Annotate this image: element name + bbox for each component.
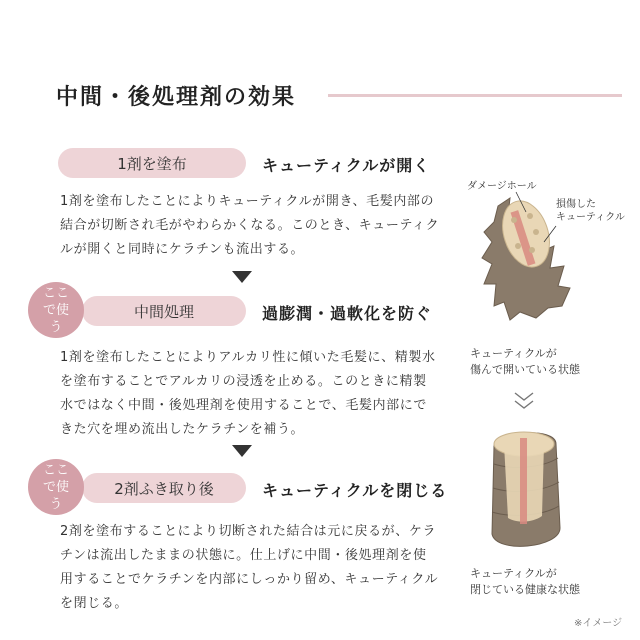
step-2-use-here-badge (28, 282, 84, 338)
damaged-cuticle-label-line1: 損傷した (556, 199, 596, 210)
closed-caption-line2: 閉じている健康な状態 (470, 583, 580, 596)
damage-hole-label: ダメージホール (467, 181, 537, 192)
title-divider (328, 94, 622, 97)
step-3-use-here-badge (28, 459, 84, 515)
step-3-pill-label: 2剤ふき取り後 (114, 479, 214, 498)
step-2-pill (82, 296, 246, 326)
closed-caption-line1: キューティクルが (470, 567, 557, 580)
step-3-pill (82, 473, 246, 503)
image-note: ※イメージ (574, 618, 623, 629)
step-3-description: 2剤を塗布することにより切断された結合は元に戻るが、ケラチンは流出したままの状態に。仕上げに中間・後処理剤を使用することでケラチンを内部にしっかり留め、キューティクルを閉じる。 (60, 524, 439, 611)
step-1-pill-label: 1剤を塗布 (117, 154, 187, 173)
open-caption-line2: 傷んで開いている状態 (470, 363, 580, 376)
damaged-cuticle-label-line2: キューティクル (556, 212, 625, 223)
step-1-description: 1剤を塗布したことによりキューティクルが開き、毛髪内部の結合が切断され毛がやわらかくなる。このとき、キューティクルが開くと同時にケラチンも流出する。 (60, 194, 440, 257)
step-1-pill (58, 148, 246, 178)
open-caption-line1: キューティクルが (470, 347, 557, 360)
down-arrow-icon (232, 445, 252, 457)
page-title: 中間・後処理剤の効果 (56, 85, 297, 110)
step-2-description: 1剤を塗布したことによりアルカリ性に傾いた毛髪に、精製水を塗布することでアルカリの浸透を止める。このときに精製水ではなく中間・後処理剤を使用することで、毛髪内部にできた穴を埋め流出したケラチンを補う。 (60, 350, 436, 437)
step-1-heading: キューティクルが開く (262, 156, 431, 175)
step-3-heading: キューティクルを閉じる (262, 481, 448, 500)
step-2-heading: 過膨潤・過軟化を防ぐ (262, 304, 433, 323)
double-chevron-down-icon (512, 390, 536, 412)
step-2-pill-label: 中間処理 (133, 302, 194, 321)
step-2-badge-label: ここで使う (42, 285, 69, 335)
healthy-hair-illustration (478, 418, 588, 558)
down-arrow-icon (232, 271, 252, 283)
step-3-badge-label: ここで使う (42, 462, 69, 512)
damaged-hair-illustration (470, 186, 630, 336)
